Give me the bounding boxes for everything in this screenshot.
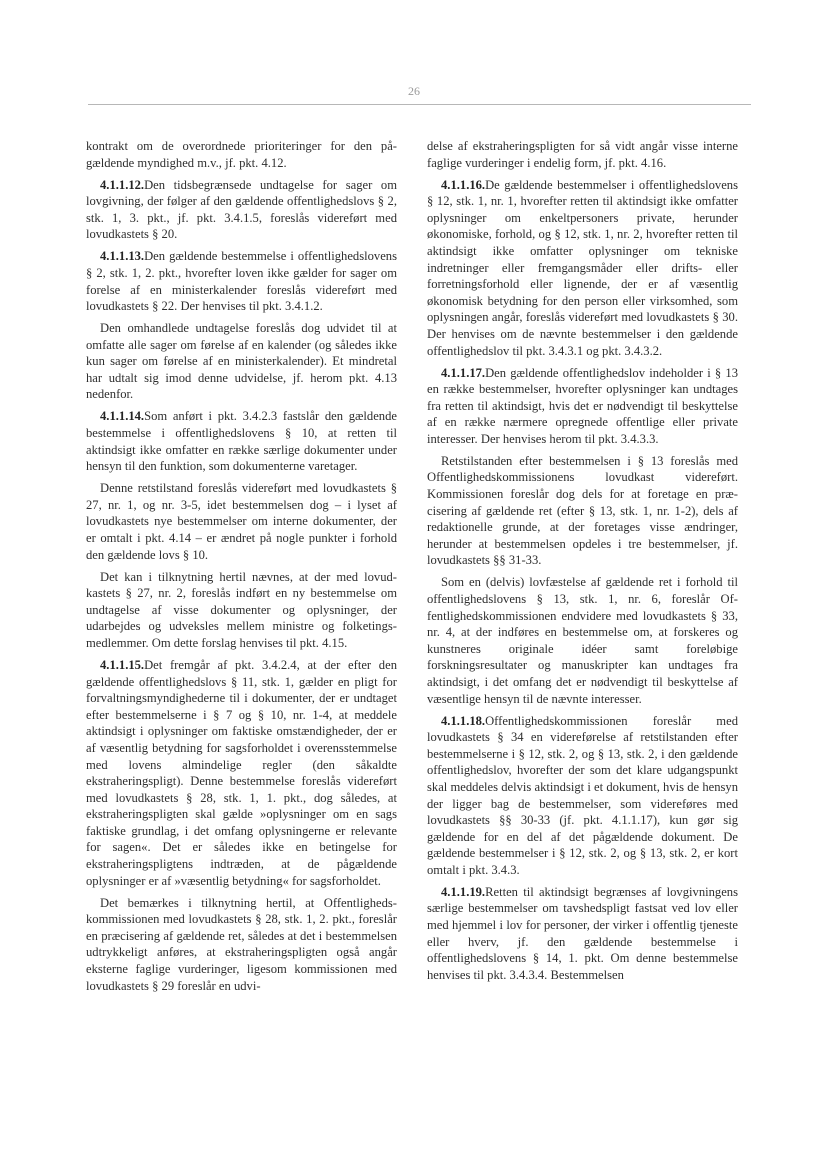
section-number: 4.1.1.15. [100, 657, 145, 672]
page-number: 26 [408, 84, 420, 98]
right-column [427, 138, 738, 989]
paragraph-text: Retstilstanden efter bestemmelsen i § 13 foreslås med Offentlighedskommissionens lovudkast videreført. Kommissionen foreslår dog dels for at foretage en præcisering af gældende ret (efter § 13, stk. 1, nr. 1-2), dels af redaktionelle grunde, at der foretages visse ændringer, herunder at bestemmelsen opdeles i tre bestemmelser, jf. lovudkastets §§ 31-33. [427, 453, 738, 568]
section-number: 4.1.1.13. [100, 249, 145, 264]
paragraph [427, 365, 738, 448]
paragraph-text: Som anført i pkt. 3.4.2.3 fastslår den gældende bestemmelse i offentlighedslovens § 10, at retten til aktindsigt ikke omfatter en række særlige dokumenter under hensyn til den funktion, som dokumenterne varetager. [86, 409, 397, 474]
paragraph [86, 657, 397, 889]
paragraph [86, 138, 397, 171]
paragraph [86, 320, 397, 403]
header-rule [88, 104, 751, 105]
paragraph [86, 480, 397, 563]
paragraph-text: Retten til aktindsigt begrænses af lovgivningens særlige bestemmelser om tavshedspligt fastsat ved lov eller med hjemmel i lov for personer, der virker i offentlig tjeneste eller hverv, jf. den gældende bestemmelse i offentlighedslovens § 14, 1. pkt. Om denne bestemmelse henvises til pkt. 3.4.3.4. Bestemmelsen [427, 884, 738, 982]
section-number: 4.1.1.17. [441, 365, 486, 380]
paragraph [427, 177, 738, 360]
paragraph [86, 177, 397, 243]
paragraph [86, 569, 397, 652]
paragraph-text: kontrakt om de overordnede prioriteringer for den pågældende myndighed m.v., jf. pkt. 4.12. [86, 139, 397, 170]
left-column [86, 138, 397, 1000]
section-number: 4.1.1.16. [441, 177, 486, 192]
paragraph-text: Det fremgår af pkt. 3.4.2.4, at der efter den gældende offentlighedslovs § 11, stk. 1, gælder en pligt for forvaltningsmyndighederne til i dokumenter, der er undtaget efter bestemmelserne i § 7 og § 10, nr. 1-4, at meddele aktindsigt i oplysninger om faktiske omstændigheder, der er af væsentlig betydning for sagsforholdet i overensstemmelse med lovens almindelige regler (den såkaldte ekstraheringspligt). Denne bestemmelse foreslås videreført med lovudkastets § 28, stk. 1, 1. pkt., dog således, at ekstraheringspligten skal gælde »oplysninger om en sags faktiske grundlag, i det omfang oplysningerne er relevante for sagen«. Det er således ikke en betingelse for ekstraheringspligtens indtræden, at de pågældende oplysninger er af »væsentlig betydning« for sagsforholdet. [86, 657, 397, 888]
paragraph-text: Den gældende offentlighedslov indeholder i § 13 en række bestemmelser, hvorefter oplysninger kan undtages fra retten til aktindsigt, hvis det er nødvendigt til beskyttelse af en række nærmere opregnede offentlige eller private interesser. Der henvises herom til pkt. 3.4.3.3. [427, 365, 738, 446]
paragraph-text: delse af ekstraheringspligten for så vidt angår visse interne faglige vurderinger i endelig form, jf. pkt. 4.16. [427, 139, 738, 170]
paragraph-text: Det kan i tilknytning hertil nævnes, at der med lovudkastets § 27, nr. 2, foreslås indført en ny bestemmelse om undtagelse af visse dokumenter og oplysninger, der udarbejdes og udveksles mellem ministre og folketingsmedlemmer. Om dette forslag henvises til pkt. 4.15. [86, 569, 397, 650]
section-number: 4.1.1.18. [441, 713, 486, 728]
paragraph [427, 138, 738, 171]
paragraph-text: Den gældende bestemmelse i offentlighedslovens § 2, stk. 1, 2. pkt., hvorefter loven ikke gælder for sager om forelse af en ministerkalender foreslås videreført med lovudkastets § 22. Der henvises til pkt. 3.4.1.2. [86, 249, 397, 314]
section-number: 4.1.1.12. [100, 177, 145, 192]
paragraph-text: Det bemærkes i tilknytning hertil, at Offentlighedskommissionen med lovudkastets § 28, stk. 1, 2. pkt., foreslår en præcisering af gældende ret, således at det i bestemmelsen udtrykkeligt anføres, at ekstraheringspligten også angår eksterne faglige vurderinger, ligesom kommissionen med lovudkastets § 29 foreslår en udvi- [86, 895, 397, 993]
section-number: 4.1.1.19. [441, 884, 486, 899]
paragraph-text: Den omhandlede undtagelse foreslås dog udvidet til at omfatte alle sager om førelse af en kalender (og således ikke kun sager om førelse af en ministerkalender). Et mindretal har udtalt sig imod denne udvidelse, jf. herom pkt. 4.13 nedenfor. [86, 321, 397, 402]
paragraph [86, 408, 397, 474]
paragraph-text: Den tidsbegrænsede undtagelse for sager om lovgivning, der følger af den gældende offentlighedslovs § 2, stk. 1, 3. pkt., jf. pkt. 3.4.1.5, foreslås videreført med lovudkastets § 20. [86, 177, 397, 242]
paragraph-text: Denne retstilstand foreslås videreført med lovudkastets § 27, nr. 1, og nr. 3-5, idet bestemmelsen dog – i lyset af lovudkastets nye bestemmelser om interne dokumenter, der er omtalt i pkt. 4.14 – er ændret på nogle punkter i forhold den gældende lovs § 10. [86, 481, 397, 562]
paragraph [427, 884, 738, 984]
paragraph [86, 248, 397, 314]
paragraph-text: Offentlighedskommissionen foreslår med lovudkastets § 34 en videreførelse af retstilstanden efter bestemmelserne i § 12, stk. 2, og § 13, stk. 2, i den gældende offentlighedslov, hvorefter der som det klare udgangspunkt skal meddeles delvis aktindsigt i et dokument, hvis de hensyn der ligger bag de bestemmelser, som videreføres med lovudkastets §§ 30-33 (jf. pkt. 4.1.1.17), kun gør sig gældende for en del af det pågældende dokument. De gældende bestemmelser i § 12, stk. 2, og § 13, stk. 2, er kort omtalt i pkt. 3.4.3. [427, 713, 738, 877]
paragraph [427, 453, 738, 569]
paragraph [86, 895, 397, 995]
paragraph [427, 574, 738, 707]
paragraph-text: Som en (delvis) lovfæstelse af gældende ret i forhold til offentlighedslovens § 13, stk. 1, nr. 6, foreslår Offentlighedskommissionen endvidere med lovudkastets § 33, nr. 4, at der indføres en bestemmelse om, at forskeres og kunstneres originale idéer samt foreløbige forskningsresultater og manuskripter kan undtages fra aktindsigt, i det omfang det er nødvendigt til beskyttelse af væsentlige hensyn til de nævnte interesser. [427, 575, 738, 706]
section-number: 4.1.1.14. [100, 409, 145, 424]
paragraph [427, 713, 738, 879]
paragraph-text: De gældende bestemmelser i offentlighedslovens § 12, stk. 1, nr. 1, hvorefter retten til aktindsigt ikke omfatter oplysninger om enkeltpersoners private, herunder økonomiske, forhold, og § 12, stk. 1, nr. 2, hvorefter retten til aktindsigt ikke omfatter oplysninger om tekniske indretninger eller fremgangsmåder eller drifts- eller forretningsforhold eller lignende, der er af væsentlig økonomisk betydning for den person eller virksomhed, som oplysningen angår, foreslås videreført med lovudkastets § 30. Der henvises om de nævnte bestemmelser i den gældende offentlighedslov til pkt. 3.4.3.1 og pkt. 3.4.3.2. [427, 177, 738, 358]
